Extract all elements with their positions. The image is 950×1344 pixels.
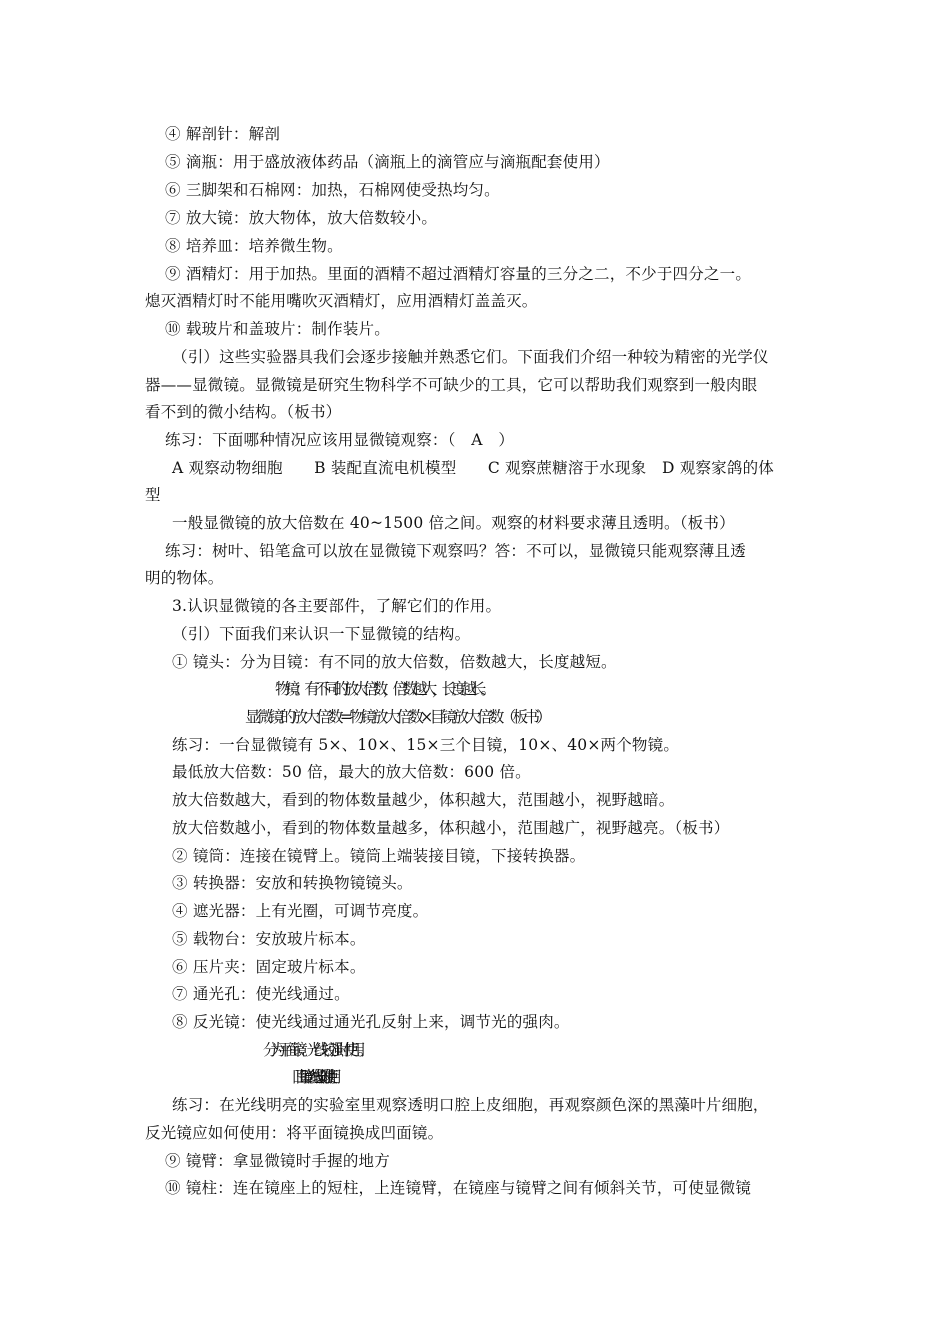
line-high-mag: 放大倍数越大，看到的物体数量越少，体积越大，范围越小，视野越暗。 — [172, 791, 675, 809]
line-exercise-2-cont: 明的物体。 — [145, 569, 224, 587]
line-intro-3: 看不到的微小结构。（板书） — [145, 403, 342, 421]
line-exercise-1: 练习：下面哪种情况应该用显微镜观察：（ A ） — [165, 431, 515, 449]
line-slides: ⑩ 载玻片和盖玻片：制作装片。 — [165, 320, 390, 338]
line-concave-mirror: 凹面镜：光线较弱时使用。 — [292, 1068, 334, 1086]
line-structure-intro: （引）下面我们来认识一下显微镜的结构。 — [172, 625, 471, 643]
line-stage: ⑤ 载物台：安放玻片标本。 — [172, 930, 366, 948]
line-exercise-4-cont: 反光镜应如何使用：将平面镜换成凹面镜。 — [145, 1124, 444, 1142]
line-min-max: 最低放大倍数：50 倍，最大的放大倍数：600 倍。 — [172, 763, 531, 781]
line-magnification-range: 一般显微镜的放大倍数在 40~1500 倍之间。观察的材料要求薄且透明。（板书） — [172, 514, 735, 532]
line-diaphragm: ④ 遮光器：上有光圈，可调节亮度。 — [172, 902, 429, 920]
line-exercise-options-cont: 型 — [145, 486, 161, 504]
line-pillar: ⑩ 镜柱：连在镜座上的短柱，上连镜臂，在镜座与镜臂之间有倾斜关节，可使显微镜 — [165, 1179, 752, 1197]
line-clip: ⑥ 压片夹：固定玻片标本。 — [172, 958, 366, 976]
line-aperture: ⑦ 通光孔：使光线通过。 — [172, 985, 350, 1003]
line-dropper-bottle: ⑤ 滴瓶：用于盛放液体药品（滴瓶上的滴管应与滴瓶配套使用） — [165, 153, 610, 171]
line-alcohol-lamp-cont: 熄灭酒精灯时不能用嘴吹灭酒精灯，应用酒精灯盖盖灭。 — [145, 292, 538, 310]
line-exercise-3: 练习：一台显微镜有 5×、10×、15×三个目镜，10×、40×两个物镜。 — [172, 736, 680, 754]
line-intro-2: 器——显微镜。显微镜是研究生物科学不可缺少的工具，它可以帮助我们观察到一般肉眼 — [145, 376, 758, 394]
line-petri-dish: ⑧ 培养皿：培养微生物。 — [165, 237, 343, 255]
line-low-mag: 放大倍数越小，看到的物体数量越多，体积越小，范围越广，视野越亮。（板书） — [172, 819, 730, 837]
line-lens-objective: 物镜：有不同的放大倍数，倍数越大，长度越长。 — [275, 680, 491, 698]
line-arm: ⑨ 镜臂：拿显微镜时手握的地方 — [165, 1152, 390, 1170]
line-magnifier: ⑦ 放大镜：放大物体，放大倍数较小。 — [165, 209, 438, 227]
line-nosepiece: ③ 转换器：安放和转换物镜镜头。 — [172, 874, 413, 892]
line-exercise-2: 练习：树叶、铅笔盒可以放在显微镜下观察吗？答：不可以，显微镜只能观察薄且透 — [165, 542, 746, 560]
line-magnification-formula: 显微镜的放大倍数=物镜放大倍数×目镜放大倍数（板书） — [245, 708, 549, 726]
line-exercise-options: A 观察动物细胞 B 装配直流电机模型 C 观察蔗糖溶于水现象 D 观察家鸽的体 — [172, 459, 774, 477]
line-flat-mirror: 分为平面镜：光线较强时使用。 — [263, 1041, 365, 1059]
line-section-3: 3.认识显微镜的各主要部件，了解它们的作用。 — [172, 597, 502, 615]
line-tripod-asbestos: ⑥ 三脚架和石棉网：加热，石棉网使受热均匀。 — [165, 181, 500, 199]
line-mirror: ⑧ 反光镜：使光线通过通光孔反射上来，调节光的强肉。 — [172, 1013, 570, 1031]
line-lens-eyepiece: ① 镜头：分为目镜：有不同的放大倍数，倍数越大，长度越短。 — [172, 653, 617, 671]
line-intro-1: （引）这些实验器具我们会逐步接触并熟悉它们。下面我们介绍一种较为精密的光学仪 — [172, 348, 769, 366]
line-tube: ② 镜筒：连接在镜臂上。镜筒上端装接目镜，下接转换器。 — [172, 847, 586, 865]
line-alcohol-lamp: ⑨ 酒精灯：用于加热。里面的酒精不超过酒精灯容量的三分之二，不少于四分之一。 — [165, 265, 752, 283]
line-dissecting-needle: ④ 解剖针：解剖 — [165, 125, 281, 143]
line-exercise-4: 练习：在光线明亮的实验室里观察透明口腔上皮细胞，再观察颜色深的黑藻叶片细胞， — [172, 1096, 769, 1114]
